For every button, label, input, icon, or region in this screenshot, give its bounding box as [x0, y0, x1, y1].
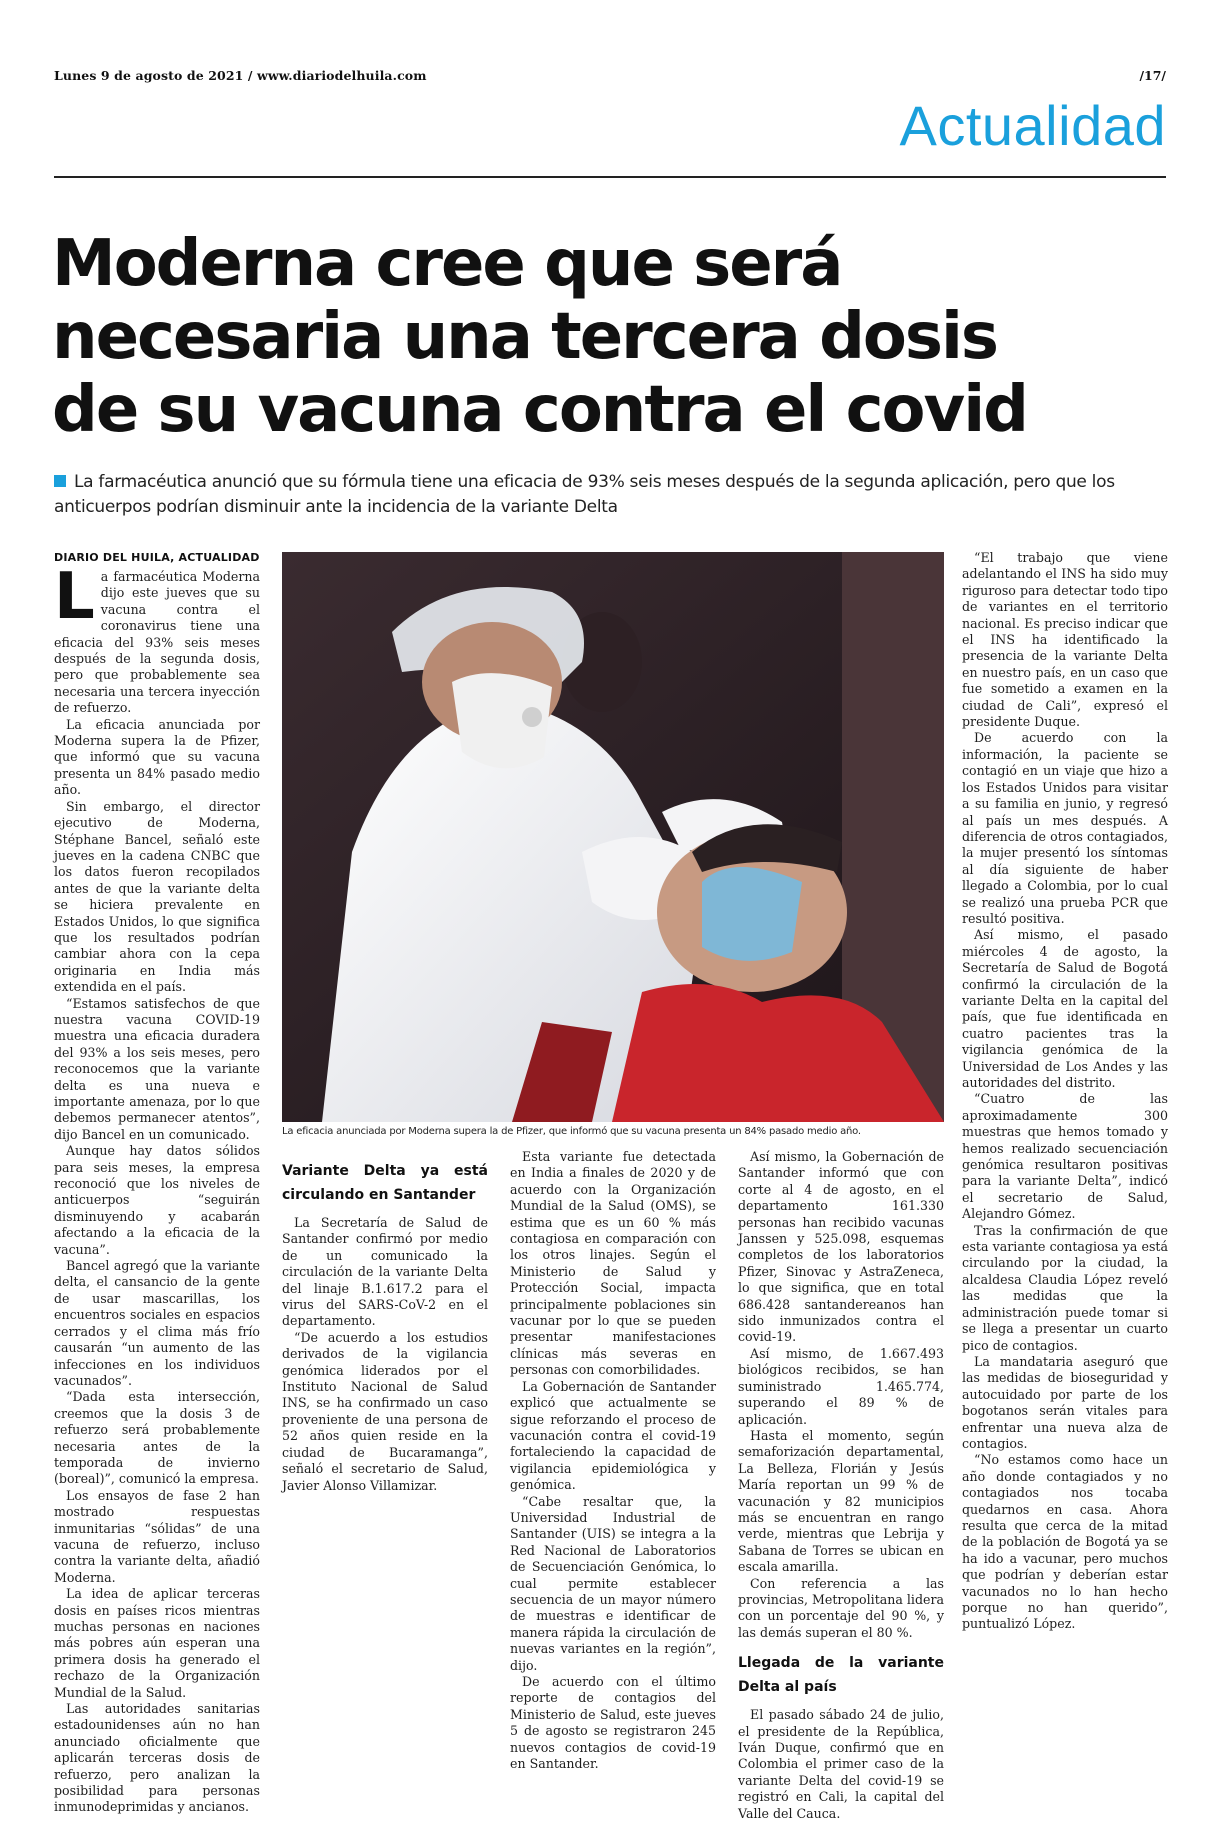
paragraph: Bancel agregó que la variante delta, el cansancio de la gente de usar mascarillas, los encuentros sociales en espacios cerrados y el clima más frío causarán “un aumento de las infecciones en los individuos vacunados”.: [54, 1258, 260, 1388]
article-column-2: [282, 1149, 488, 1494]
dateline: Lunes 9 de agosto de 2021 / www.diariodelhuila.com: [54, 68, 427, 83]
paragraph: La farmacéutica Moderna dijo este jueves que su vacuna contra el coronavirus tiene una eficacia del 93% seis meses después de la segunda dosis, pero que probablemente sea necesaria una tercera inyección de refuerzo.: [54, 560, 260, 716]
paragraph: La eficacia anunciada por Moderna supera la de Pfizer, que informó que su vacuna presenta un 84% pasado medio año.: [54, 716, 260, 798]
paragraph: Así mismo, el pasado miércoles 4 de agosto, la Secretaría de Salud de Bogotá confirmó la circulación de la variante Delta en la capital del país, que fue identificada en cuatro pacientes tras la vigilancia genómica de la Universidad de Los Andes y las autoridades del distrito.: [962, 927, 1168, 1090]
photo-caption: La eficacia anunciada por Moderna supera la de Pfizer, que informó que su vacuna presenta un 84% pasado medio año.: [282, 1126, 861, 1137]
paragraph: La Gobernación de Santander explicó que actualmente se sigue reforzando el proceso de vacunación contra el covid-19 fortaleciendo la capacidad de vigilancia epidemiológica y genómica.: [510, 1378, 716, 1493]
paragraph: “De acuerdo a los estudios derivados de la vigilancia genómica liderados por el Instituto Nacional de Salud INS, se ha confirmado un caso proveniente de una persona de 52 años quien reside en la ciudad de Bucaramanga”, señaló el secretario de Salud, Javier Alonso Villamizar.: [282, 1329, 488, 1493]
article-photo: [282, 552, 944, 1122]
paragraph: De acuerdo con la información, la paciente se contagió en un viaje que hizo a los Estados Unidos para visitar a su familia en junio, y regresó al país un mes después. A diferencia de otros contagiados, la mujer presentó los síntomas al día siguiente de haber llegado a Colombia, por lo cual se realizó una prueba PCR que resultó positiva.: [962, 730, 1168, 926]
paragraph: Sin embargo, el director ejecutivo de Moderna, Stéphane Bancel, señaló este jueves en la cadena CNBC que los datos fueron recopilados antes de que la variante delta se hiciera prevalente en Estados Unidos, lo que significa que los resultados podrían cambiar ahora con la cepa originaria en India más extendida en el país.: [54, 798, 260, 995]
paragraph: Hasta el momento, según semaforización departamental, La Belleza, Florián y Jesús María reportan un 99 % de vacunación y 82 municipios más se encuentran en rango verde, mientras que Lebrija y Sabana de Torres se ubican en escala amarilla.: [738, 1427, 944, 1575]
paragraph: La Secretaría de Salud de Santander confirmó por medio de un comunicado la circulación de la variante Delta del linaje B.1.617.2 para el virus del SARS-CoV-2 en el departamento.: [282, 1215, 488, 1329]
subhead-delta-pais: Llegada de la variante Delta al país: [738, 1655, 944, 1696]
page-number: /17/: [1139, 68, 1166, 83]
paragraph: Los ensayos de fase 2 han mostrado respuestas inmunitarias “sólidas” de una vacuna de refuerzo, incluso contra la variante delta, añadió Moderna.: [54, 1487, 260, 1585]
subhead-santander: Variante Delta ya está circulando en Santander: [282, 1163, 488, 1203]
paragraph: “El trabajo que viene adelantando el INS ha sido muy riguroso para detectar todo tipo de variantes en el territorio nacional. Es preciso indicar que el INS ha identificado la presencia de la variante Delta en nuestro país, en un caso que fue sometido a examen en la ciudad de Cali”, expresó el presidente Duque.: [962, 550, 1168, 730]
paragraph: La mandataria aseguró que las medidas de bioseguridad y autocuidado por parte de los bogotanos serán vitales para enfrentar una nueva alza de contagios.: [962, 1353, 1168, 1451]
photo-illustration: [282, 552, 944, 1122]
headline-line-2: necesaria una tercera dosis: [52, 300, 997, 374]
paragraph: “Cabe resaltar que, la Universidad Industrial de Santander (UIS) se integra a la Red Nacional de Laboratorios de Secuenciación Genómica, lo cual permite establecer secuencia de un mayor número de muestras e identificar de manera rápida la circulación de nuevas variantes en la región”, dijo.: [510, 1493, 716, 1673]
byline: DIARIO DEL HUILA, ACTUALIDAD: [54, 551, 260, 564]
section-title: Actualidad: [899, 94, 1166, 157]
paragraph: “Dada esta intersección, creemos que la dosis 3 de refuerzo será probablemente necesaria antes de la temporada de invierno (boreal)”, comunicó la empresa.: [54, 1389, 260, 1487]
paragraph: Las autoridades sanitarias estadounidenses aún no han anunciado oficialmente que aplicarán terceras dosis de refuerzo, pero analizan la posibilidad para personas inmunodeprimidas y ancianos.: [54, 1701, 260, 1815]
article-column-3: [510, 1149, 716, 1772]
paragraph: Así mismo, la Gobernación de Santander informó que con corte al 4 de agosto, en el departamento 161.330 personas han recibido vacunas Janssen y 525.098, esquemas completos de los laboratorios Pfizer, Sinovac y AstraZeneca, lo que significa, que en total 686.428 santandereanos han sido inmunizados contra el covid-19.: [738, 1149, 944, 1345]
header-rule: [54, 176, 1166, 178]
paragraph: “Cuatro de las aproximadamente 300 muestras que hemos tomado y hemos realizado secuenciación genómica resultaron positivas para la variante Delta”, indicó el secretario de Salud, Alejandro Gómez.: [962, 1091, 1168, 1222]
paragraph: De acuerdo con el último reporte de contagios del Ministerio de Salud, este jueves 5 de agosto se registraron 245 nuevos contagios de covid-19 en Santander.: [510, 1674, 716, 1772]
paragraph: Aunque hay datos sólidos para seis meses, la empresa reconoció que los niveles de anticuerpos “seguirán disminuyendo y acabarán afectando a la eficacia de la vacuna”.: [54, 1143, 260, 1257]
paragraph: La idea de aplicar terceras dosis en países ricos mientras muchas personas en naciones más pobres aún esperan una primera dosis ha generado el rechazo de la Organización Mundial de la Salud.: [54, 1586, 260, 1700]
paragraph: “Estamos satisfechos de que nuestra vacuna COVID-19 muestra una eficacia duradera del 93% a los seis meses, pero reconocemos que la variante delta es una nueva e importante amenaza, por lo que debemos permanecer atentos”, dijo Bancel en un comunicado.: [54, 995, 260, 1142]
headline: [52, 228, 1182, 447]
lede-text: La farmacéutica anunció que su fórmula tiene una eficacia de 93% seis meses después de la segunda aplicación, pero que los anticuerpos podrían disminuir ante la incidencia de la variante Delta: [54, 472, 1115, 517]
lede: [54, 470, 1174, 520]
paragraph: Así mismo, de 1.667.493 biológicos recibidos, se han suministrado 1.465.774, superando el 89 % de aplicación.: [738, 1345, 944, 1427]
paragraph: “No estamos como hace un año donde contagiados y no contagiados nos tocaba quedarnos en casa. Ahora resulta que cerca de la mitad de la población de Bogotá ya se ha ido a vacunar, pero muchos que podrían y deberían estar vacunados no lo han hecho porque no han querido”, puntualizó López.: [962, 1452, 1168, 1632]
article-column-4: [738, 1149, 944, 1822]
paragraph: Esta variante fue detectada en India a finales de 2020 y de acuerdo con la Organización Mundial de la Salud (OMS), se estima que es un 60 % más contagiosa en comparación con los otros linajes. Según el Ministerio de Salud y Protección Social, impacta principalmente poblaciones sin vacunar por lo que se pueden presentar manifestaciones clínicas más severas en personas con comorbilidades.: [510, 1149, 716, 1378]
headline-line-3: de su vacuna contra el covid: [52, 373, 1027, 447]
headline-line-1: Moderna cree que será: [52, 227, 842, 301]
article-column-1: [54, 550, 260, 1816]
drop-cap: L: [54, 560, 95, 634]
lede-bullet-icon: [54, 475, 66, 487]
paragraph: Tras la confirmación de que esta variante contagiosa ya está circulando por la ciudad, la alcaldesa Claudia López reveló las medidas que la administración puede tomar si se llega a presentar un cuarto pico de contagios.: [962, 1222, 1168, 1353]
article-column-5: [962, 550, 1168, 1633]
paragraph: El pasado sábado 24 de julio, el presidente de la República, Iván Duque, confirmó que en Colombia el primer caso de la variante Delta del covid-19 se registró en Cali, la capital del Valle del Cauca.: [738, 1707, 944, 1821]
paragraph: Con referencia a las provincias, Metropolitana lidera con un porcentaje del 90 %, y las demás superan el 80 %.: [738, 1575, 944, 1640]
